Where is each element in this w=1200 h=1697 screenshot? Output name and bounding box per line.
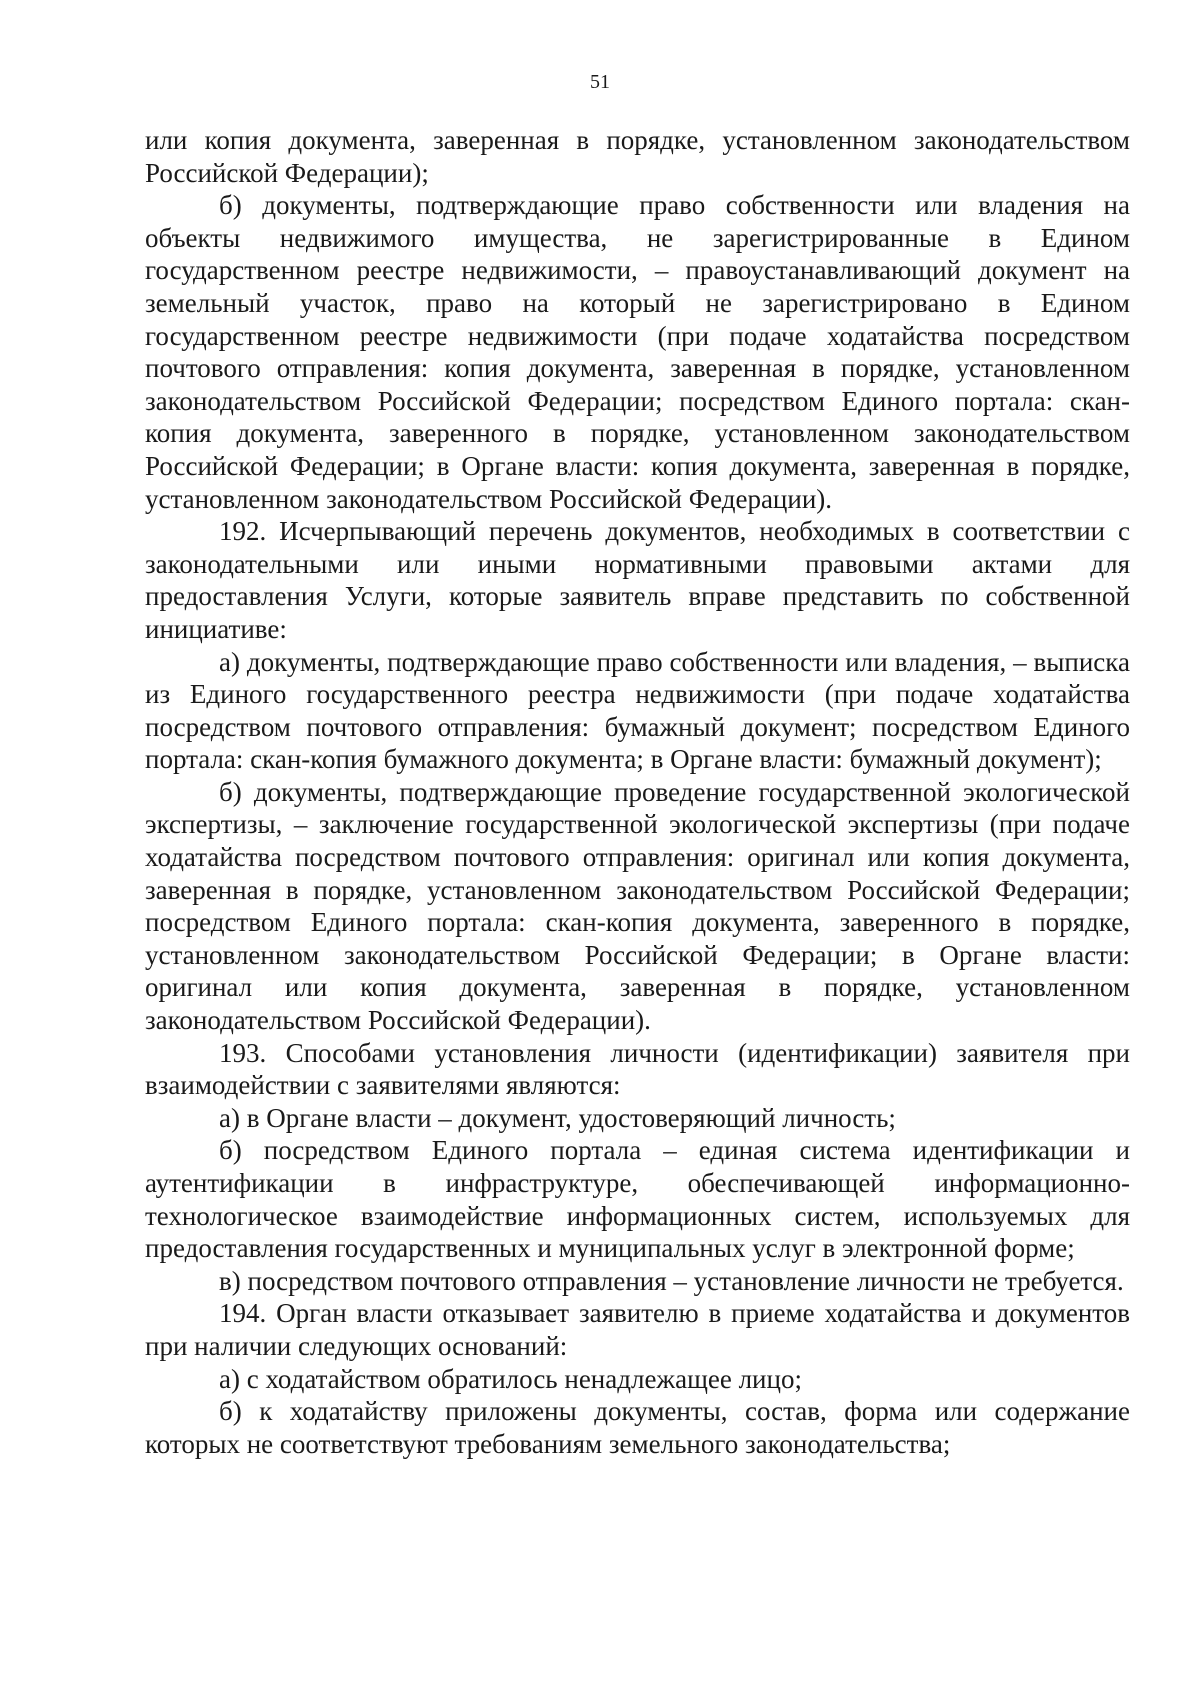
page-number: 51 — [590, 71, 610, 93]
paragraph: 194. Орган власти отказывает заявителю в приеме ходатайства и документов при наличии следующих оснований: — [145, 1298, 1130, 1361]
document-body — [145, 124, 1130, 1460]
paragraph: б) документы, подтверждающие право собственности или владения на объекты недвижимого имущества, не зарегистрированные в Едином государственном реестре недвижимости, – правоустанавливающий документ на земельный участок, право на который не зарегистрировано в Едином государственном реестре недвижимости (при подаче ходатайства посредством почтового отправления: копия документа, заверенная в порядке, установленном законодательством Российской Федерации; посредством Единого портала: скан-копия документа, заверенного в порядке, установленном законодательством Российской Федерации; в Органе власти: копия документа, заверенная в порядке, установленном законодательством Российской Федерации). — [145, 190, 1130, 514]
paragraph: а) с ходатайством обратилось ненадлежащее лицо; — [219, 1363, 802, 1394]
paragraph: 193. Способами установления личности (идентификации) заявителя при взаимодействии с заявителями являются: — [145, 1037, 1130, 1101]
paragraph: а) документы, подтверждающие право собственности или владения, – выписка из Единого государственного реестра недвижимости (при подаче ходатайства посредством почтового отправления: бумажный документ; посредством Единого портала: скан-копия бумажного документа; в Органе власти: бумажный документ); — [145, 646, 1130, 775]
paragraph: в) посредством почтового отправления – установление личности не требуется. — [219, 1265, 1124, 1296]
paragraph: б) документы, подтверждающие проведение государственной экологической экспертизы, – заключение государственной экологической экспертизы (при подаче ходатайства посредством почтового отправления: оригинал или копия документа, заверенная в порядке, установленном законодательством Российской Федерации; посредством Единого портала: скан-копия документа, заверенного в порядке, установленном законодательством Российской Федерации; в Органе власти: оригинал или копия документа, заверенная в порядке, установленном законодательством Российской Федерации). — [145, 776, 1130, 1036]
paragraph: 192. Исчерпывающий перечень документов, необходимых в соответствии с законодательными или иными нормативными правовыми актами для предоставления Услуги, которые заявитель вправе представить по собственной инициативе: — [145, 516, 1130, 644]
paragraph: а) в Органе власти – документ, удостоверяющий личность; — [219, 1102, 896, 1133]
paragraph: б) к ходатайству приложены документы, состав, форма или содержание которых не соответствуют требованиям земельного законодательства; — [145, 1396, 1130, 1459]
paragraph: б) посредством Единого портала – единая система идентификации и аутентификации в инфраструктуре, обеспечивающей информационно-технологическое взаимодействие информационных систем, используемых для предоставления государственных и муниципальных услуг в электронной форме; — [145, 1135, 1130, 1264]
paragraph: или копия документа, заверенная в порядке, установленном законодательством Российской Федерации); — [145, 125, 1130, 188]
